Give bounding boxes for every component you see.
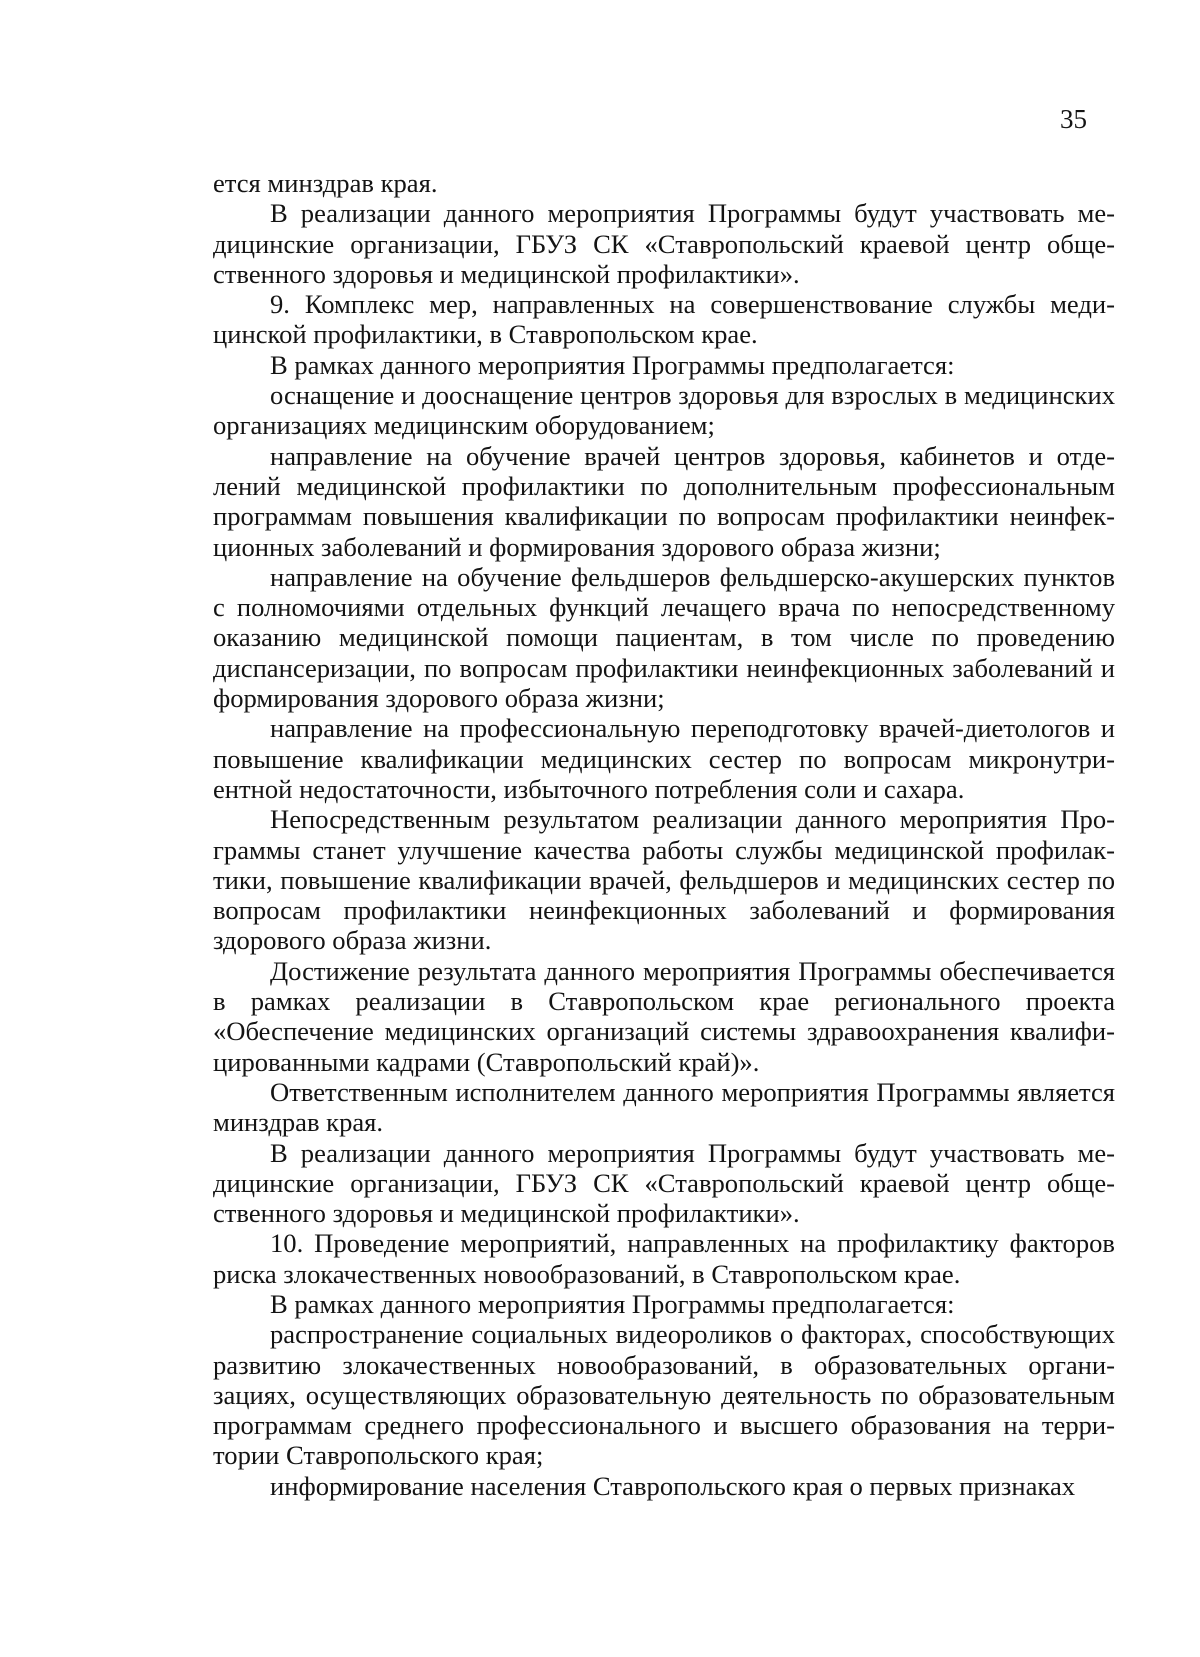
paragraph-list-item: направление на обучение врачей центров здоровья, кабинетов и отделений медицинской профилактики по дополнительным профессиональным программам повышения квалификации по вопросам профилактики неинфекционных заболеваний и формирования здорового образа жизни; <box>213 440 1115 562</box>
paragraph: Непосредственным результатом реализации данного мероприятия Программы станет улучшение качества работы службы медицинской профилактики, повышение квалификации врачей, фельдшеров и медицинских сестер по вопросам профилактики неинфекционных заболеваний и формирования здорового образа жизни. <box>213 804 1115 956</box>
paragraph: В рамках данного мероприятия Программы предполагается: <box>270 1288 955 1319</box>
paragraph-item-9-heading: 9. Комплекс мер, направленных на совершенствование службы медицинской профилактики, в Ставропольском крае. <box>213 289 1115 350</box>
paragraph-list-item: информирование населения Ставропольского края о первых признаках <box>270 1470 1076 1501</box>
page-number: 35 <box>1060 104 1087 134</box>
paragraph-continuation: ется минздрав края. <box>213 168 438 198</box>
paragraph: В реализации данного мероприятия Программы будут участвовать медицинские организации, ГБУЗ СК «Ставропольский краевой центр общественного здоровья и медицинской профилактики». <box>213 198 1115 289</box>
paragraph: В реализации данного мероприятия Программы будут участвовать медицинские организации, ГБУЗ СК «Ставропольский краевой центр общественного здоровья и медицинской профилактики». <box>213 1137 1115 1229</box>
paragraph: В рамках данного мероприятия Программы предполагается: <box>270 349 955 380</box>
paragraph-list-item: направление на обучение фельдшеров фельдшерско-акушерских пунктов с полномочиями отдельных функций лечащего врача по непосредственному оказанию медицинской помощи пациентам, в том числе по проведению диспансеризации, по вопросам профилактики неинфекционных заболеваний и формирования здорового образа жизни; <box>213 561 1115 714</box>
paragraph-item-10-heading: 10. Проведение мероприятий, направленных на профилактику факторов риска злокачественных новообразований, в Ставропольском крае. <box>213 1228 1115 1289</box>
paragraph-list-item: оснащение и дооснащение центров здоровья для взрослых в медицинских организациях медицинским оборудованием; <box>213 380 1115 441</box>
paragraph-list-item: распространение социальных видеороликов о факторах, способствующих развитию злокачественных новообразований, в образовательных организациях, осуществляющих образовательную деятельность по образовательным программам среднего профессионального и высшего образования на территории Ставропольского края; <box>213 1319 1115 1471</box>
paragraph: Ответственным исполнителем данного мероприятия Программы является минздрав края. <box>213 1076 1115 1138</box>
paragraph: Достижение результата данного мероприятия Программы обеспечивается в рамках реализации в Ставропольском крае регионального проекта «Обеспечение медицинских организаций системы здравоохранения квалифицированными кадрами (Ставропольский край)». <box>213 955 1115 1077</box>
document-body <box>213 168 1115 1501</box>
paragraph-list-item: направление на профессиональную переподготовку врачей-диетологов и повышение квалификации медицинских сестер по вопросам микронутриентной недостаточности, избыточного потребления соли и сахара. <box>213 713 1115 804</box>
